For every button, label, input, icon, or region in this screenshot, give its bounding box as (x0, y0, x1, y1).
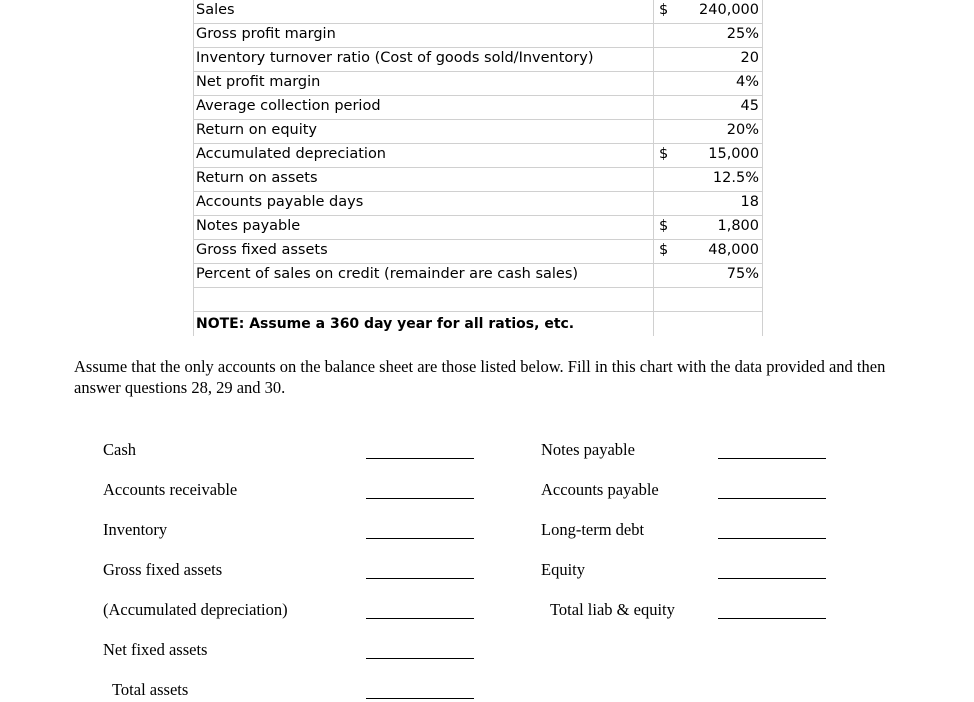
table-row (193, 0, 763, 24)
row-value: 18 (740, 194, 759, 210)
asset-label: Net fixed assets (103, 640, 208, 659)
liability-fill-blank[interactable] (718, 538, 826, 539)
table-row (193, 168, 763, 192)
row-label: Inventory turnover ratio (Cost of goods sold/Inventory) (196, 50, 594, 66)
liability-fill-blank[interactable] (718, 458, 826, 459)
row-label: Net profit margin (196, 74, 321, 90)
liability-label: Accounts payable (541, 480, 659, 499)
row-value: 25% (726, 26, 759, 42)
table-row (193, 264, 763, 288)
liability-fill-blank[interactable] (718, 498, 826, 499)
row-currency: $ (659, 218, 669, 234)
row-label: Accounts payable days (196, 194, 364, 210)
row-currency: $ (659, 2, 669, 18)
row-value: 75% (726, 266, 759, 282)
row-value: 20% (726, 122, 759, 138)
row-label: Percent of sales on credit (remainder are cash sales) (196, 266, 579, 282)
table-row (193, 216, 763, 240)
row-value: 12.5% (712, 170, 759, 186)
liability-label: Total liab & equity (550, 600, 675, 619)
asset-label: Inventory (103, 520, 168, 539)
table-row (193, 24, 763, 48)
table-row-empty (193, 288, 763, 312)
row-value: 4% (735, 74, 759, 90)
ratio-table (193, 0, 763, 336)
table-row (193, 240, 763, 264)
row-label: Gross fixed assets (196, 242, 328, 258)
table-row (193, 96, 763, 120)
row-value: 15,000 (708, 146, 759, 162)
row-label: Sales (196, 2, 235, 18)
row-value: 240,000 (699, 2, 759, 18)
table-row (193, 144, 763, 168)
asset-fill-blank[interactable] (366, 578, 474, 579)
row-label: Gross profit margin (196, 26, 336, 42)
asset-fill-blank[interactable] (366, 658, 474, 659)
row-currency: $ (659, 242, 669, 258)
asset-fill-blank[interactable] (366, 498, 474, 499)
row-label: Notes payable (196, 218, 301, 234)
table-row (193, 192, 763, 216)
asset-fill-blank[interactable] (366, 458, 474, 459)
asset-fill-blank[interactable] (366, 698, 474, 699)
asset-label: Gross fixed assets (103, 560, 223, 579)
liability-fill-blank[interactable] (718, 578, 826, 579)
asset-label: Total assets (112, 680, 189, 699)
liability-label: Equity (541, 560, 585, 579)
asset-fill-blank[interactable] (366, 618, 474, 619)
liability-label: Long-term debt (541, 520, 645, 539)
table-row (193, 72, 763, 96)
row-label: Return on assets (196, 170, 318, 186)
asset-label: (Accumulated depreciation) (103, 600, 288, 619)
asset-fill-blank[interactable] (366, 538, 474, 539)
row-value: 45 (740, 98, 759, 114)
asset-label: Cash (103, 440, 136, 459)
row-label: Return on equity (196, 122, 318, 138)
row-label: Average collection period (196, 98, 381, 114)
liability-label: Notes payable (541, 440, 635, 459)
row-label: Accumulated depreciation (196, 146, 387, 162)
row-currency: $ (659, 146, 669, 162)
asset-label: Accounts receivable (103, 480, 238, 499)
row-value: 48,000 (708, 242, 759, 258)
liability-fill-blank[interactable] (718, 618, 826, 619)
table-note: NOTE: Assume a 360 day year for all ratios, etc. (196, 316, 575, 332)
table-row (193, 120, 763, 144)
row-value: 1,800 (717, 218, 759, 234)
row-value: 20 (740, 50, 759, 66)
instructions: Assume that the only accounts on the balance sheet are those listed below. Fill in this chart with the data provided and then answer questions 28, 29 and 30. (74, 357, 886, 397)
table-row (193, 48, 763, 72)
